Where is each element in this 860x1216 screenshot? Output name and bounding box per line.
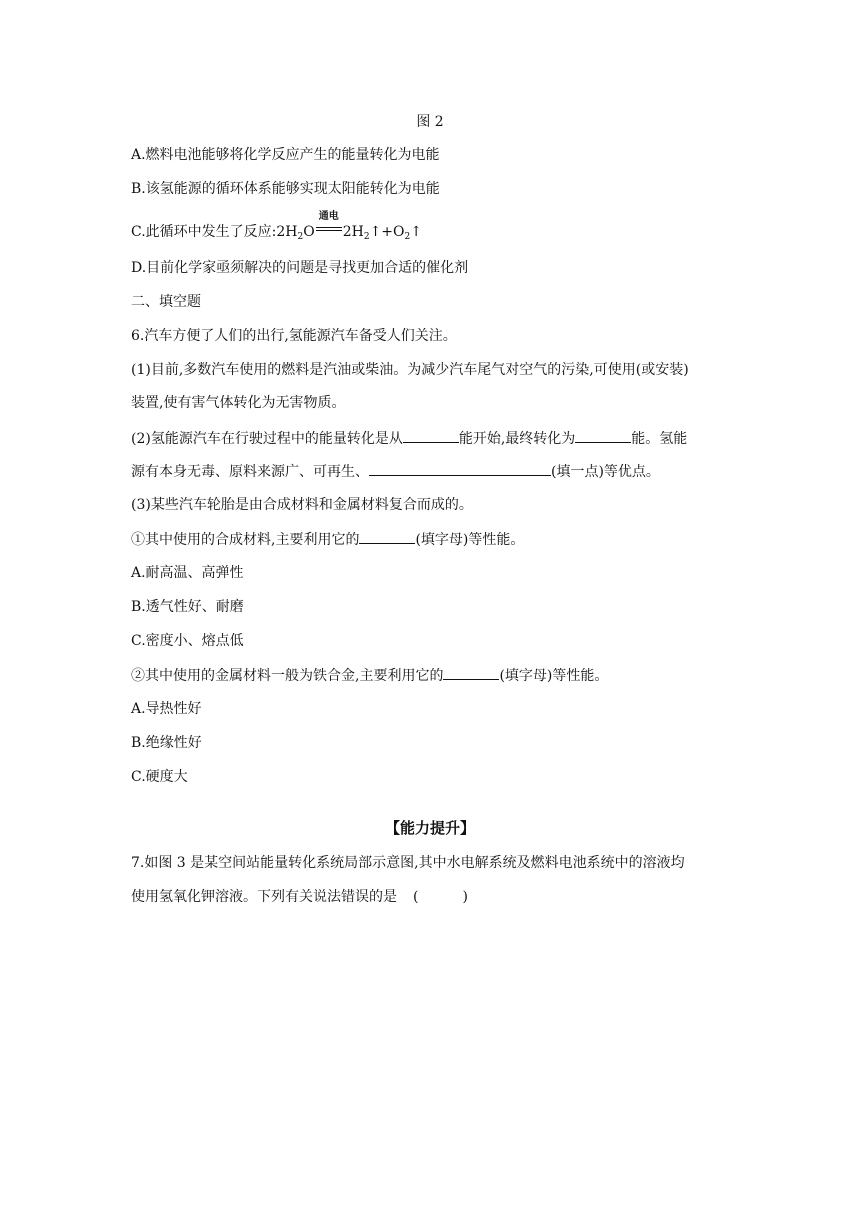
- question-6-part3-sub1: [131, 529, 524, 550]
- gas-arrow: ↑: [410, 224, 422, 240]
- option-c-prefix: C.此循环中发生了反应:2H: [131, 224, 298, 240]
- text-segment: (填一点)等优点。: [551, 464, 660, 480]
- option-a: A.燃料电池能够将化学反应产生的能量转化为电能: [131, 147, 440, 163]
- question-6-part1-line2: 装置,使有害气体转化为无害物质。: [131, 395, 346, 411]
- reaction-condition: [315, 211, 343, 236]
- answer-blank[interactable]: [359, 529, 415, 544]
- figure-caption: 图 2: [416, 114, 444, 130]
- question-6-part1-line1: (1)目前,多数汽车使用的燃料是汽油或柴油。为减少汽车尾气对空气的污染,可使用(或安装): [131, 362, 689, 378]
- question-6-part2-line1: [131, 428, 687, 449]
- text-segment: (2)氢能源汽车在行驶过程中的能量转化是从: [131, 431, 403, 447]
- section-heading-ability: 【能力提升】: [384, 819, 475, 837]
- question-6-part2-line2: [131, 461, 660, 482]
- question-6-part3-sub2: [131, 665, 608, 686]
- hydrogen-product: 2H: [342, 224, 364, 240]
- text-segment: (填字母)等性能。: [415, 532, 525, 548]
- question-6-stem: 6.汽车方便了人们的出行,氢能源汽车备受人们关注。: [131, 328, 457, 344]
- subscript: 2: [297, 232, 304, 242]
- answer-blank[interactable]: [369, 461, 551, 476]
- text-segment: 使用氢氧化钾溶液。下列有关说法错误的是: [131, 889, 397, 905]
- question-6-part3: (3)某些汽车轮胎是由合成材料和金属材料复合而成的。: [131, 497, 473, 513]
- answer-blank[interactable]: [575, 428, 631, 443]
- sub1-option-a: A.耐高温、高弹性: [131, 565, 244, 581]
- condition-label: 通电: [318, 211, 339, 222]
- gas-arrow-plus: ↑+O: [369, 224, 405, 240]
- sub1-option-c: C.密度小、熔点低: [131, 633, 244, 649]
- option-b: B.该氢能源的循环体系能够实现太阳能转化为电能: [131, 181, 440, 197]
- answer-paren-open: (: [413, 889, 419, 905]
- subscript: 2: [404, 232, 411, 242]
- option-c: [131, 211, 422, 242]
- answer-paren-close: ): [462, 889, 468, 905]
- sub2-option-c: C.硬度大: [131, 769, 188, 785]
- subscript: 2: [363, 232, 370, 242]
- text-segment: ②其中使用的金属材料一般为铁合金,主要利用它的: [131, 668, 444, 684]
- text-segment: (填字母)等性能。: [499, 668, 609, 684]
- text-segment: 能开始,最终转化为: [458, 431, 576, 447]
- answer-blank[interactable]: [403, 428, 459, 443]
- question-7-line1: 7.如图 3 是某空间站能量转化系统局部示意图,其中水电解系统及燃料电池系统中的溶液均: [131, 855, 685, 871]
- sub1-option-b: B.透气性好、耐磨: [131, 599, 244, 615]
- option-d: D.目前化学家亟须解决的问题是寻找更加合适的催化剂: [131, 260, 469, 276]
- question-7-line2: [131, 887, 468, 907]
- sub2-option-b: B.绝缘性好: [131, 735, 202, 751]
- answer-blank[interactable]: [443, 665, 499, 680]
- text-segment: 源有本身无毒、原料来源广、可再生、: [131, 464, 369, 480]
- equals-sign: [316, 227, 342, 231]
- text-segment: 能。氢能: [631, 431, 688, 447]
- oxygen-symbol: O: [303, 224, 315, 240]
- text-segment: ①其中使用的合成材料,主要利用它的: [131, 532, 360, 548]
- sub2-option-a: A.导热性好: [131, 701, 202, 717]
- section-heading-fill: 二、填空题: [131, 294, 201, 310]
